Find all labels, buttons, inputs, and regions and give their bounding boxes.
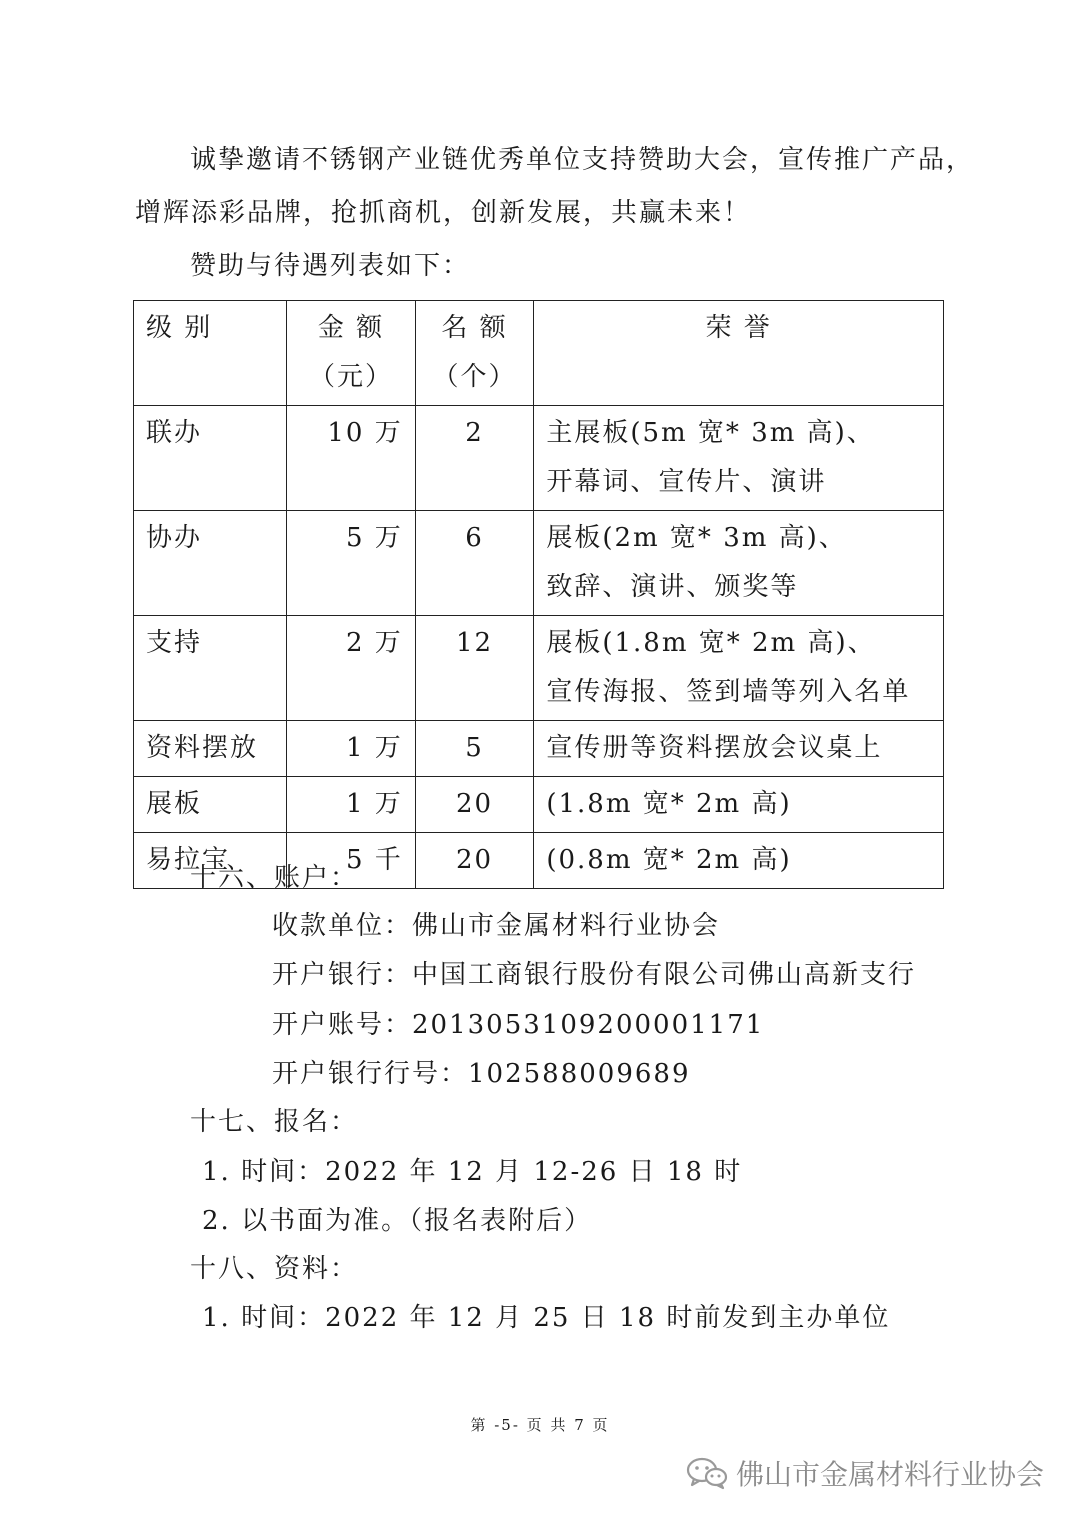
table-row bbox=[134, 616, 944, 721]
section-18-title: 十八、资料： bbox=[190, 1254, 359, 1284]
row-amount: 1 万 bbox=[345, 789, 403, 819]
row-honor-line-1: 展板(1.8m 宽* 2m 高)、 bbox=[546, 628, 876, 658]
table-header-row bbox=[134, 301, 944, 406]
account-line: 开户账号：2013053109200001171 bbox=[272, 1010, 765, 1040]
table-row bbox=[134, 511, 944, 616]
row-quota: 6 bbox=[465, 523, 484, 553]
header-quota-unit: （个） bbox=[432, 362, 517, 392]
row-amount: 5 万 bbox=[345, 523, 403, 553]
row-level: 支持 bbox=[146, 628, 203, 658]
row-amount: 1 万 bbox=[345, 733, 403, 763]
registration-time: 1. 时间：2022 年 12 月 12-26 日 18 时 bbox=[202, 1157, 743, 1187]
row-level: 协办 bbox=[146, 523, 203, 553]
row-level: 展板 bbox=[146, 789, 203, 819]
row-honor-line-2: 开幕词、宣传片、演讲 bbox=[546, 467, 827, 497]
row-quota: 20 bbox=[455, 845, 494, 875]
row-honor-line-1: 展板(2m 宽* 3m 高)、 bbox=[546, 523, 847, 553]
wechat-icon bbox=[686, 1456, 728, 1490]
section-17-title: 十七、报名： bbox=[190, 1107, 359, 1137]
header-amount-unit: （元） bbox=[309, 362, 394, 392]
header-level: 级 别 bbox=[146, 313, 213, 343]
row-honor-line-1: 主展板(5m 宽* 3m 高)、 bbox=[546, 418, 875, 448]
row-amount: 5 千 bbox=[345, 845, 403, 875]
sponsorship-table bbox=[133, 300, 944, 889]
row-honor: (0.8m 宽* 2m 高) bbox=[546, 845, 792, 875]
watermark bbox=[686, 1453, 1044, 1493]
row-honor: (1.8m 宽* 2m 高) bbox=[546, 789, 792, 819]
row-honor-line-2: 宣传海报、签到墙等列入名单 bbox=[546, 677, 911, 707]
row-quota: 20 bbox=[455, 789, 494, 819]
row-honor-line-2: 致辞、演讲、颁奖等 bbox=[546, 572, 799, 602]
row-amount: 2 万 bbox=[345, 628, 403, 658]
section-16-title: 十六、账户： bbox=[190, 863, 359, 893]
payee-line: 收款单位：佛山市金属材料行业协会 bbox=[272, 911, 721, 941]
table-row bbox=[134, 777, 944, 833]
intro-line-3: 赞助与待遇列表如下： bbox=[190, 251, 471, 281]
bank-code-line: 开户银行行号：102588009689 bbox=[272, 1059, 691, 1089]
row-level: 易拉宝 bbox=[146, 845, 231, 875]
row-quota: 12 bbox=[455, 628, 494, 658]
header-quota: 名 额 bbox=[441, 313, 508, 343]
watermark-text: 佛山市金属材料行业协会 bbox=[735, 1458, 1044, 1491]
row-quota: 2 bbox=[465, 418, 484, 448]
table-row bbox=[134, 406, 944, 511]
row-honor: 宣传册等资料摆放会议桌上 bbox=[546, 733, 883, 763]
page-number: 第 -5- 页 共 7 页 bbox=[470, 1416, 610, 1434]
intro-line-2: 增辉添彩品牌，抢抓商机，创新发展，共赢未来！ bbox=[135, 198, 752, 228]
row-amount: 10 万 bbox=[327, 418, 403, 448]
registration-method: 2. 以书面为准。（报名表附后） bbox=[202, 1206, 593, 1236]
header-amount: 金 额 bbox=[317, 313, 385, 343]
row-quota: 5 bbox=[465, 733, 484, 763]
header-honor: 荣 誉 bbox=[705, 313, 772, 343]
bank-line: 开户银行：中国工商银行股份有限公司佛山高新支行 bbox=[272, 960, 917, 990]
row-level: 资料摆放 bbox=[146, 733, 259, 763]
table-row bbox=[134, 721, 944, 777]
intro-line-1: 诚挚邀请不锈钢产业链优秀单位支持赞助大会，宣传推广产品， bbox=[190, 145, 975, 175]
materials-time: 1. 时间：2022 年 12 月 25 日 18 时前发到主办单位 bbox=[202, 1303, 891, 1333]
row-level: 联办 bbox=[146, 418, 203, 448]
